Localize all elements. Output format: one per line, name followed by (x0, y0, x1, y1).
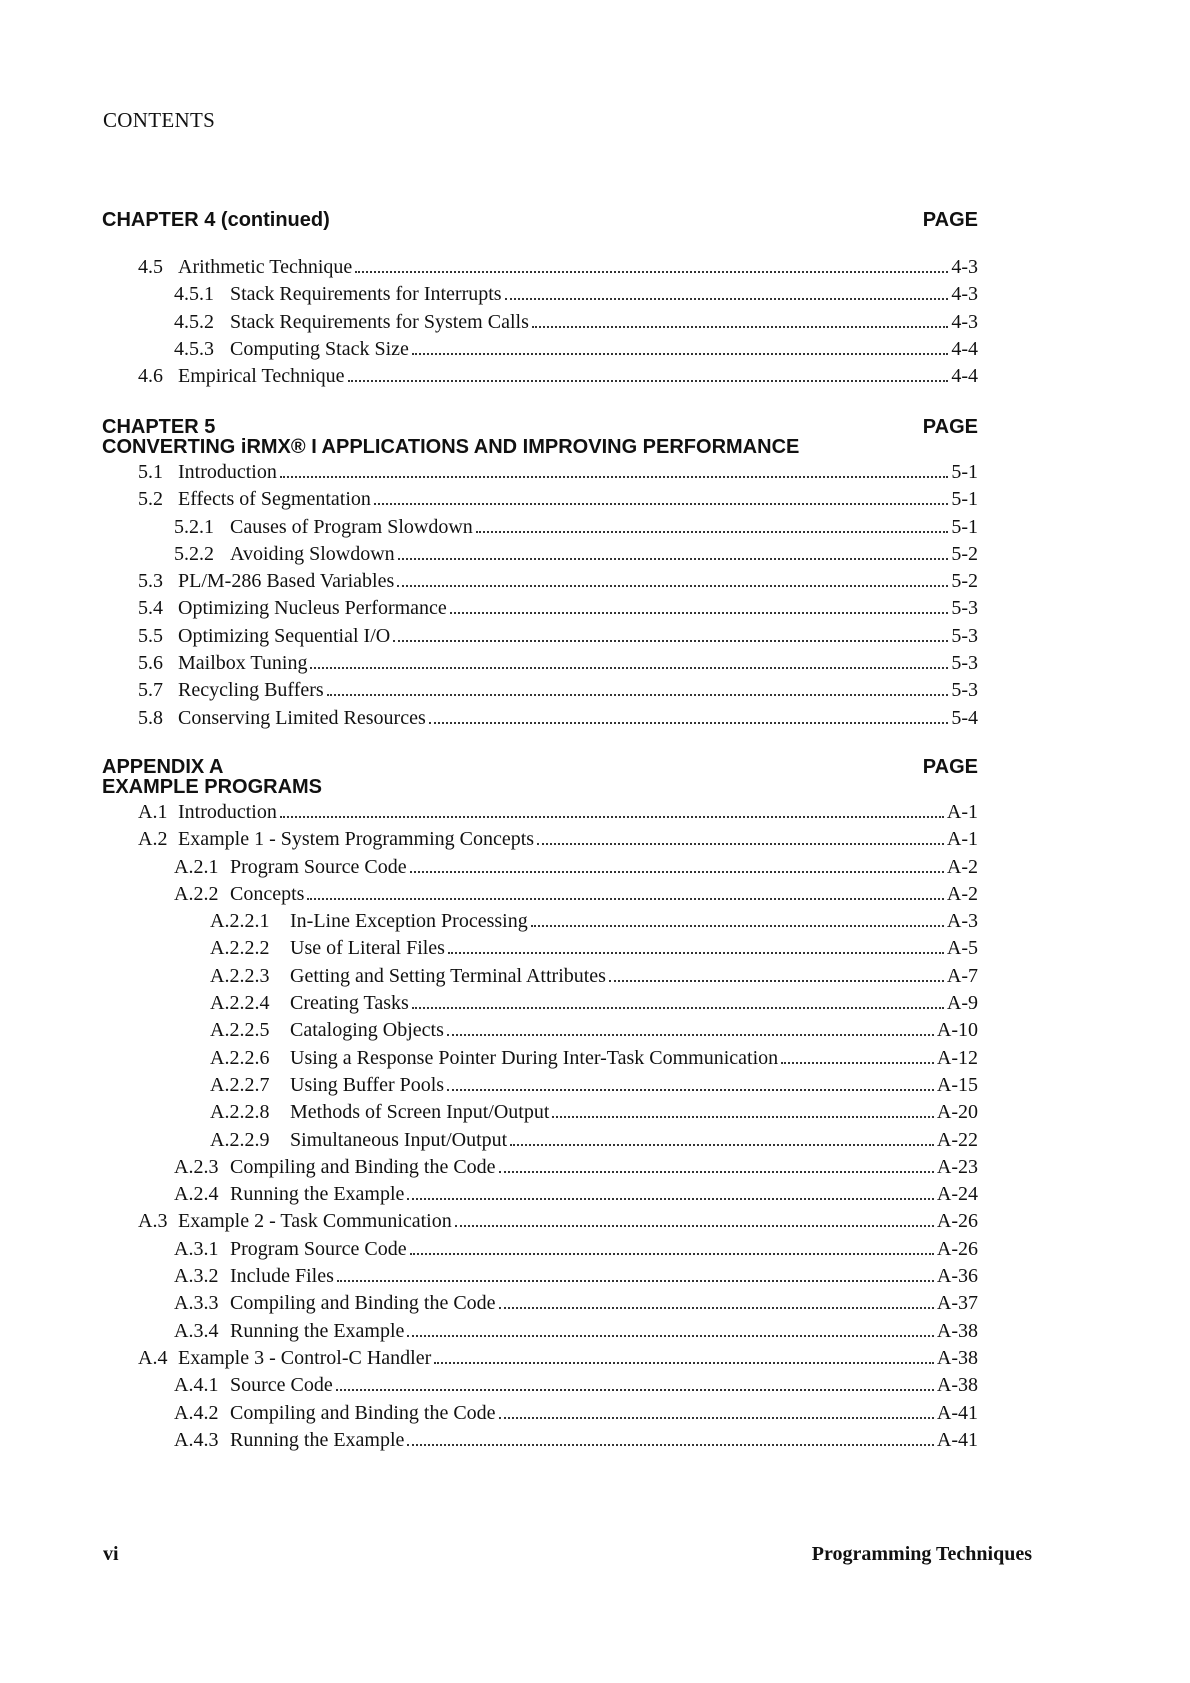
toc-entry (102, 541, 978, 568)
entry-page: A-9 (946, 992, 978, 1015)
toc-entry-list (102, 459, 978, 732)
entry-page: 5-3 (951, 624, 978, 647)
entry-number: A.2.2.4 (210, 992, 270, 1015)
entry-number: 5.5 (138, 624, 163, 647)
dot-leader (412, 1007, 944, 1009)
entry-number: A.2.2.6 (210, 1046, 270, 1069)
entry-title: Avoiding Slowdown (230, 542, 395, 565)
dot-leader (476, 531, 949, 533)
dot-leader (410, 871, 944, 873)
toc-entry (102, 1072, 978, 1099)
entry-page: A-12 (936, 1046, 978, 1069)
toc-entry (102, 1017, 978, 1044)
dot-leader (310, 667, 948, 669)
dot-leader (499, 1417, 934, 1419)
entry-number: A.2.2.8 (210, 1101, 270, 1124)
toc-entry (102, 990, 978, 1017)
entry-title: Introduction (178, 801, 277, 823)
toc-entry (102, 486, 978, 513)
entry-title: Running the Example (230, 1183, 405, 1206)
entry-number: 5.7 (138, 679, 163, 702)
entry-title: Computing Stack Size (230, 337, 409, 360)
entry-number: A.2.3 (174, 1155, 219, 1178)
dot-leader (609, 980, 944, 982)
toc-section-chapter-5 (102, 417, 978, 732)
entry-title: Program Source Code (230, 1237, 407, 1260)
section-heading-row (102, 210, 978, 230)
entry-number: A.2.2.3 (210, 964, 270, 987)
entry-page: A-2 (946, 882, 978, 905)
entry-page: 5-1 (951, 488, 978, 511)
entry-number: A.1 (138, 801, 168, 823)
entry-title: Compiling and Binding the Code (230, 1401, 496, 1424)
entry-page: 5-3 (951, 679, 978, 702)
entry-number: A.3.4 (174, 1319, 219, 1342)
dot-leader (398, 558, 949, 560)
toc-entry (102, 595, 978, 622)
dot-leader (307, 898, 943, 900)
entry-page: A-38 (936, 1374, 978, 1397)
entry-page: A-7 (946, 964, 978, 987)
entry-number: A.2.4 (174, 1183, 219, 1206)
toc-entry (102, 799, 978, 826)
dot-leader (348, 380, 949, 382)
entry-title: In-Line Exception Processing (290, 910, 528, 933)
dot-leader (532, 326, 948, 328)
entry-title: Stack Requirements for Interrupts (230, 283, 502, 306)
dot-leader (410, 1253, 934, 1255)
entry-page: 5-3 (951, 597, 978, 620)
entry-page: 5-4 (951, 706, 978, 729)
entry-page: 5-3 (951, 652, 978, 675)
entry-title: Compiling and Binding the Code (230, 1292, 496, 1315)
entry-page: A-26 (936, 1237, 978, 1260)
entry-page: 5-1 (951, 515, 978, 538)
entry-number: A.2.2.7 (210, 1073, 270, 1096)
toc-entry (102, 1372, 978, 1399)
entry-number: A.2.2.1 (210, 910, 270, 933)
entry-number: A.3.3 (174, 1292, 219, 1315)
page-column-label: PAGE (922, 416, 978, 438)
toc-entry (102, 963, 978, 990)
entry-title: Program Source Code (230, 855, 407, 878)
entry-number: 4.5.2 (174, 310, 214, 333)
entry-title: Use of Literal Files (290, 937, 445, 960)
toc-section-chapter-4 (102, 210, 978, 390)
toc-entry (102, 1345, 978, 1372)
toc-entry (102, 281, 978, 308)
section-subheading: EXAMPLE PROGRAMS (102, 776, 323, 798)
entry-number: 5.2.2 (174, 542, 214, 565)
entry-page: 4-3 (951, 256, 978, 278)
entry-number: A.2.2.9 (210, 1128, 270, 1151)
entry-number: 4.5.3 (174, 337, 214, 360)
entry-page: A-10 (936, 1019, 978, 1042)
entry-title: Concepts (230, 882, 305, 905)
toc-entry (102, 459, 978, 486)
toc-entry (102, 363, 978, 390)
entry-number: 4.5 (138, 256, 163, 278)
entry-number: A.4.2 (174, 1401, 219, 1424)
section-heading: CHAPTER 5 (102, 416, 216, 438)
toc-entry (102, 623, 978, 650)
entry-page: 4-3 (951, 310, 978, 333)
dot-leader (393, 640, 948, 642)
entry-page: A-37 (936, 1292, 978, 1315)
toc-entry (102, 336, 978, 363)
entry-number: 5.8 (138, 706, 163, 729)
dot-leader (499, 1307, 934, 1309)
entry-title: Using a Response Pointer During Inter-Task Communication (290, 1046, 779, 1069)
entry-number: A.2.2.2 (210, 937, 270, 960)
entry-page: A-22 (936, 1128, 978, 1151)
entry-number: A.2.2 (174, 882, 219, 905)
entry-page: A-24 (936, 1183, 978, 1206)
entry-page: A-26 (936, 1210, 978, 1233)
dot-leader (374, 503, 948, 505)
entry-title: Using Buffer Pools (290, 1073, 445, 1096)
entry-title: Compiling and Binding the Code (230, 1155, 496, 1178)
entry-page: A-36 (936, 1265, 978, 1288)
entry-page: 5-1 (951, 461, 978, 483)
toc-entry (102, 1181, 978, 1208)
dot-leader (337, 1280, 934, 1282)
dot-leader (531, 925, 944, 927)
entry-title: Running the Example (230, 1319, 405, 1342)
entry-page: A-20 (936, 1101, 978, 1124)
entry-number: 5.3 (138, 570, 163, 593)
entry-title: PL/M-286 Based Variables (178, 570, 395, 593)
toc-entry (102, 568, 978, 595)
entry-page: 4-4 (951, 365, 978, 388)
entry-title: Source Code (230, 1374, 333, 1397)
entry-title: Cataloging Objects (290, 1019, 444, 1042)
entry-number: A.3 (138, 1210, 168, 1233)
entry-number: 4.6 (138, 365, 163, 388)
toc-entry (102, 1400, 978, 1427)
dot-leader (407, 1335, 933, 1337)
entry-page: A-3 (946, 910, 978, 933)
dot-leader (280, 816, 944, 818)
entry-title: Recycling Buffers (178, 679, 324, 702)
entry-title: Simultaneous Input/Output (290, 1128, 508, 1151)
dot-leader (537, 843, 944, 845)
section-heading-row (102, 757, 978, 777)
dot-leader (434, 1362, 934, 1364)
toc-entry (102, 826, 978, 853)
entry-number: A.3.2 (174, 1265, 219, 1288)
entry-number: A.2.1 (174, 855, 219, 878)
entry-number: 4.5.1 (174, 283, 214, 306)
dot-leader (552, 1116, 933, 1118)
entry-number: 5.2 (138, 488, 163, 511)
entry-title: Example 3 - Control-C Handler (178, 1346, 432, 1369)
entry-title: Mailbox Tuning (178, 652, 308, 675)
dot-leader (448, 952, 944, 954)
section-subheading: CONVERTING iRMX® I APPLICATIONS AND IMPROVING PERFORMANCE (102, 436, 800, 458)
dot-leader (499, 1171, 934, 1173)
entry-title: Introduction (178, 461, 277, 483)
entry-page: A-38 (936, 1346, 978, 1369)
entry-title: Methods of Screen Input/Output (290, 1101, 550, 1124)
entry-page: 5-2 (951, 570, 978, 593)
entry-title: Effects of Segmentation (178, 488, 371, 511)
entry-title: Causes of Program Slowdown (230, 515, 473, 538)
entry-page: A-38 (936, 1319, 978, 1342)
dot-leader (397, 585, 948, 587)
entry-title: Example 2 - Task Communication (178, 1210, 452, 1233)
dot-leader (455, 1225, 934, 1227)
toc-entry (102, 1427, 978, 1454)
entry-title: Example 1 - System Programming Concepts (178, 828, 535, 851)
entry-page: A-2 (946, 855, 978, 878)
entry-title: Conserving Limited Resources (178, 706, 426, 729)
entry-page: A-1 (946, 801, 978, 823)
entry-page: 5-2 (951, 542, 978, 565)
dot-leader (447, 1034, 934, 1036)
entry-number: A.2 (138, 828, 168, 851)
entry-page: A-1 (946, 828, 978, 851)
dot-leader (336, 1389, 934, 1391)
entry-page: A-41 (936, 1401, 978, 1424)
entry-number: 5.1 (138, 461, 163, 483)
running-head: CONTENTS (103, 108, 216, 132)
toc-entry (102, 514, 978, 541)
toc-entry-list (102, 799, 978, 1454)
entry-page: 4-4 (951, 337, 978, 360)
entry-number: 5.2.1 (174, 515, 214, 538)
page-column-label: PAGE (922, 756, 978, 778)
entry-page: A-15 (936, 1073, 978, 1096)
toc-entry (102, 908, 978, 935)
section-heading: CHAPTER 4 (continued) (102, 209, 330, 231)
entry-title: Getting and Setting Terminal Attributes (290, 964, 606, 987)
toc-entry (102, 1290, 978, 1317)
toc-entry (102, 1127, 978, 1154)
entry-title: Empirical Technique (178, 365, 345, 388)
entry-title: Include Files (230, 1265, 334, 1288)
entry-page: A-5 (946, 937, 978, 960)
toc-entry (102, 881, 978, 908)
dot-leader (407, 1198, 933, 1200)
entry-number: A.4.3 (174, 1428, 219, 1451)
entry-title: Creating Tasks (290, 992, 409, 1015)
toc-entry (102, 1236, 978, 1263)
dot-leader (327, 694, 949, 696)
dot-leader (407, 1444, 933, 1446)
toc-entry (102, 854, 978, 881)
toc-entry (102, 650, 978, 677)
toc-entry (102, 1154, 978, 1181)
toc-entry (102, 705, 978, 732)
dot-leader (447, 1089, 934, 1091)
entry-number: 5.6 (138, 652, 163, 675)
entry-number: A.4.1 (174, 1374, 219, 1397)
toc-entry (102, 677, 978, 704)
dot-leader (450, 612, 949, 614)
section-heading: APPENDIX A (102, 756, 224, 778)
toc-entry (102, 309, 978, 336)
page-column-label: PAGE (922, 209, 978, 231)
entry-page: 4-3 (951, 283, 978, 306)
dot-leader (280, 476, 948, 478)
entry-number: 5.4 (138, 597, 163, 620)
entry-number: A.3.1 (174, 1237, 219, 1260)
entry-title: Optimizing Sequential I/O (178, 624, 391, 647)
footer-page-number: vi (103, 1543, 119, 1565)
toc-section-appendix-a (102, 757, 978, 1454)
section-heading-row (102, 417, 978, 437)
toc-entry (102, 254, 978, 281)
toc-entry (102, 935, 978, 962)
dot-leader (355, 271, 948, 273)
entry-title: Optimizing Nucleus Performance (178, 597, 447, 620)
entry-title: Arithmetic Technique (178, 256, 353, 278)
toc-entry (102, 1263, 978, 1290)
footer-book-title: Programming Techniques (811, 1543, 1032, 1565)
dot-leader (412, 353, 948, 355)
entry-number: A.4 (138, 1346, 168, 1369)
entry-page: A-41 (936, 1428, 978, 1451)
dot-leader (505, 298, 949, 300)
toc-entry (102, 1045, 978, 1072)
dot-leader (781, 1062, 934, 1064)
toc-entry-list (102, 254, 978, 390)
toc-entry (102, 1208, 978, 1235)
dot-leader (429, 722, 949, 724)
toc-entry (102, 1099, 978, 1126)
entry-number: A.2.2.5 (210, 1019, 270, 1042)
dot-leader (510, 1144, 934, 1146)
toc-entry (102, 1318, 978, 1345)
entry-title: Running the Example (230, 1428, 405, 1451)
entry-page: A-23 (936, 1155, 978, 1178)
entry-title: Stack Requirements for System Calls (230, 310, 529, 333)
